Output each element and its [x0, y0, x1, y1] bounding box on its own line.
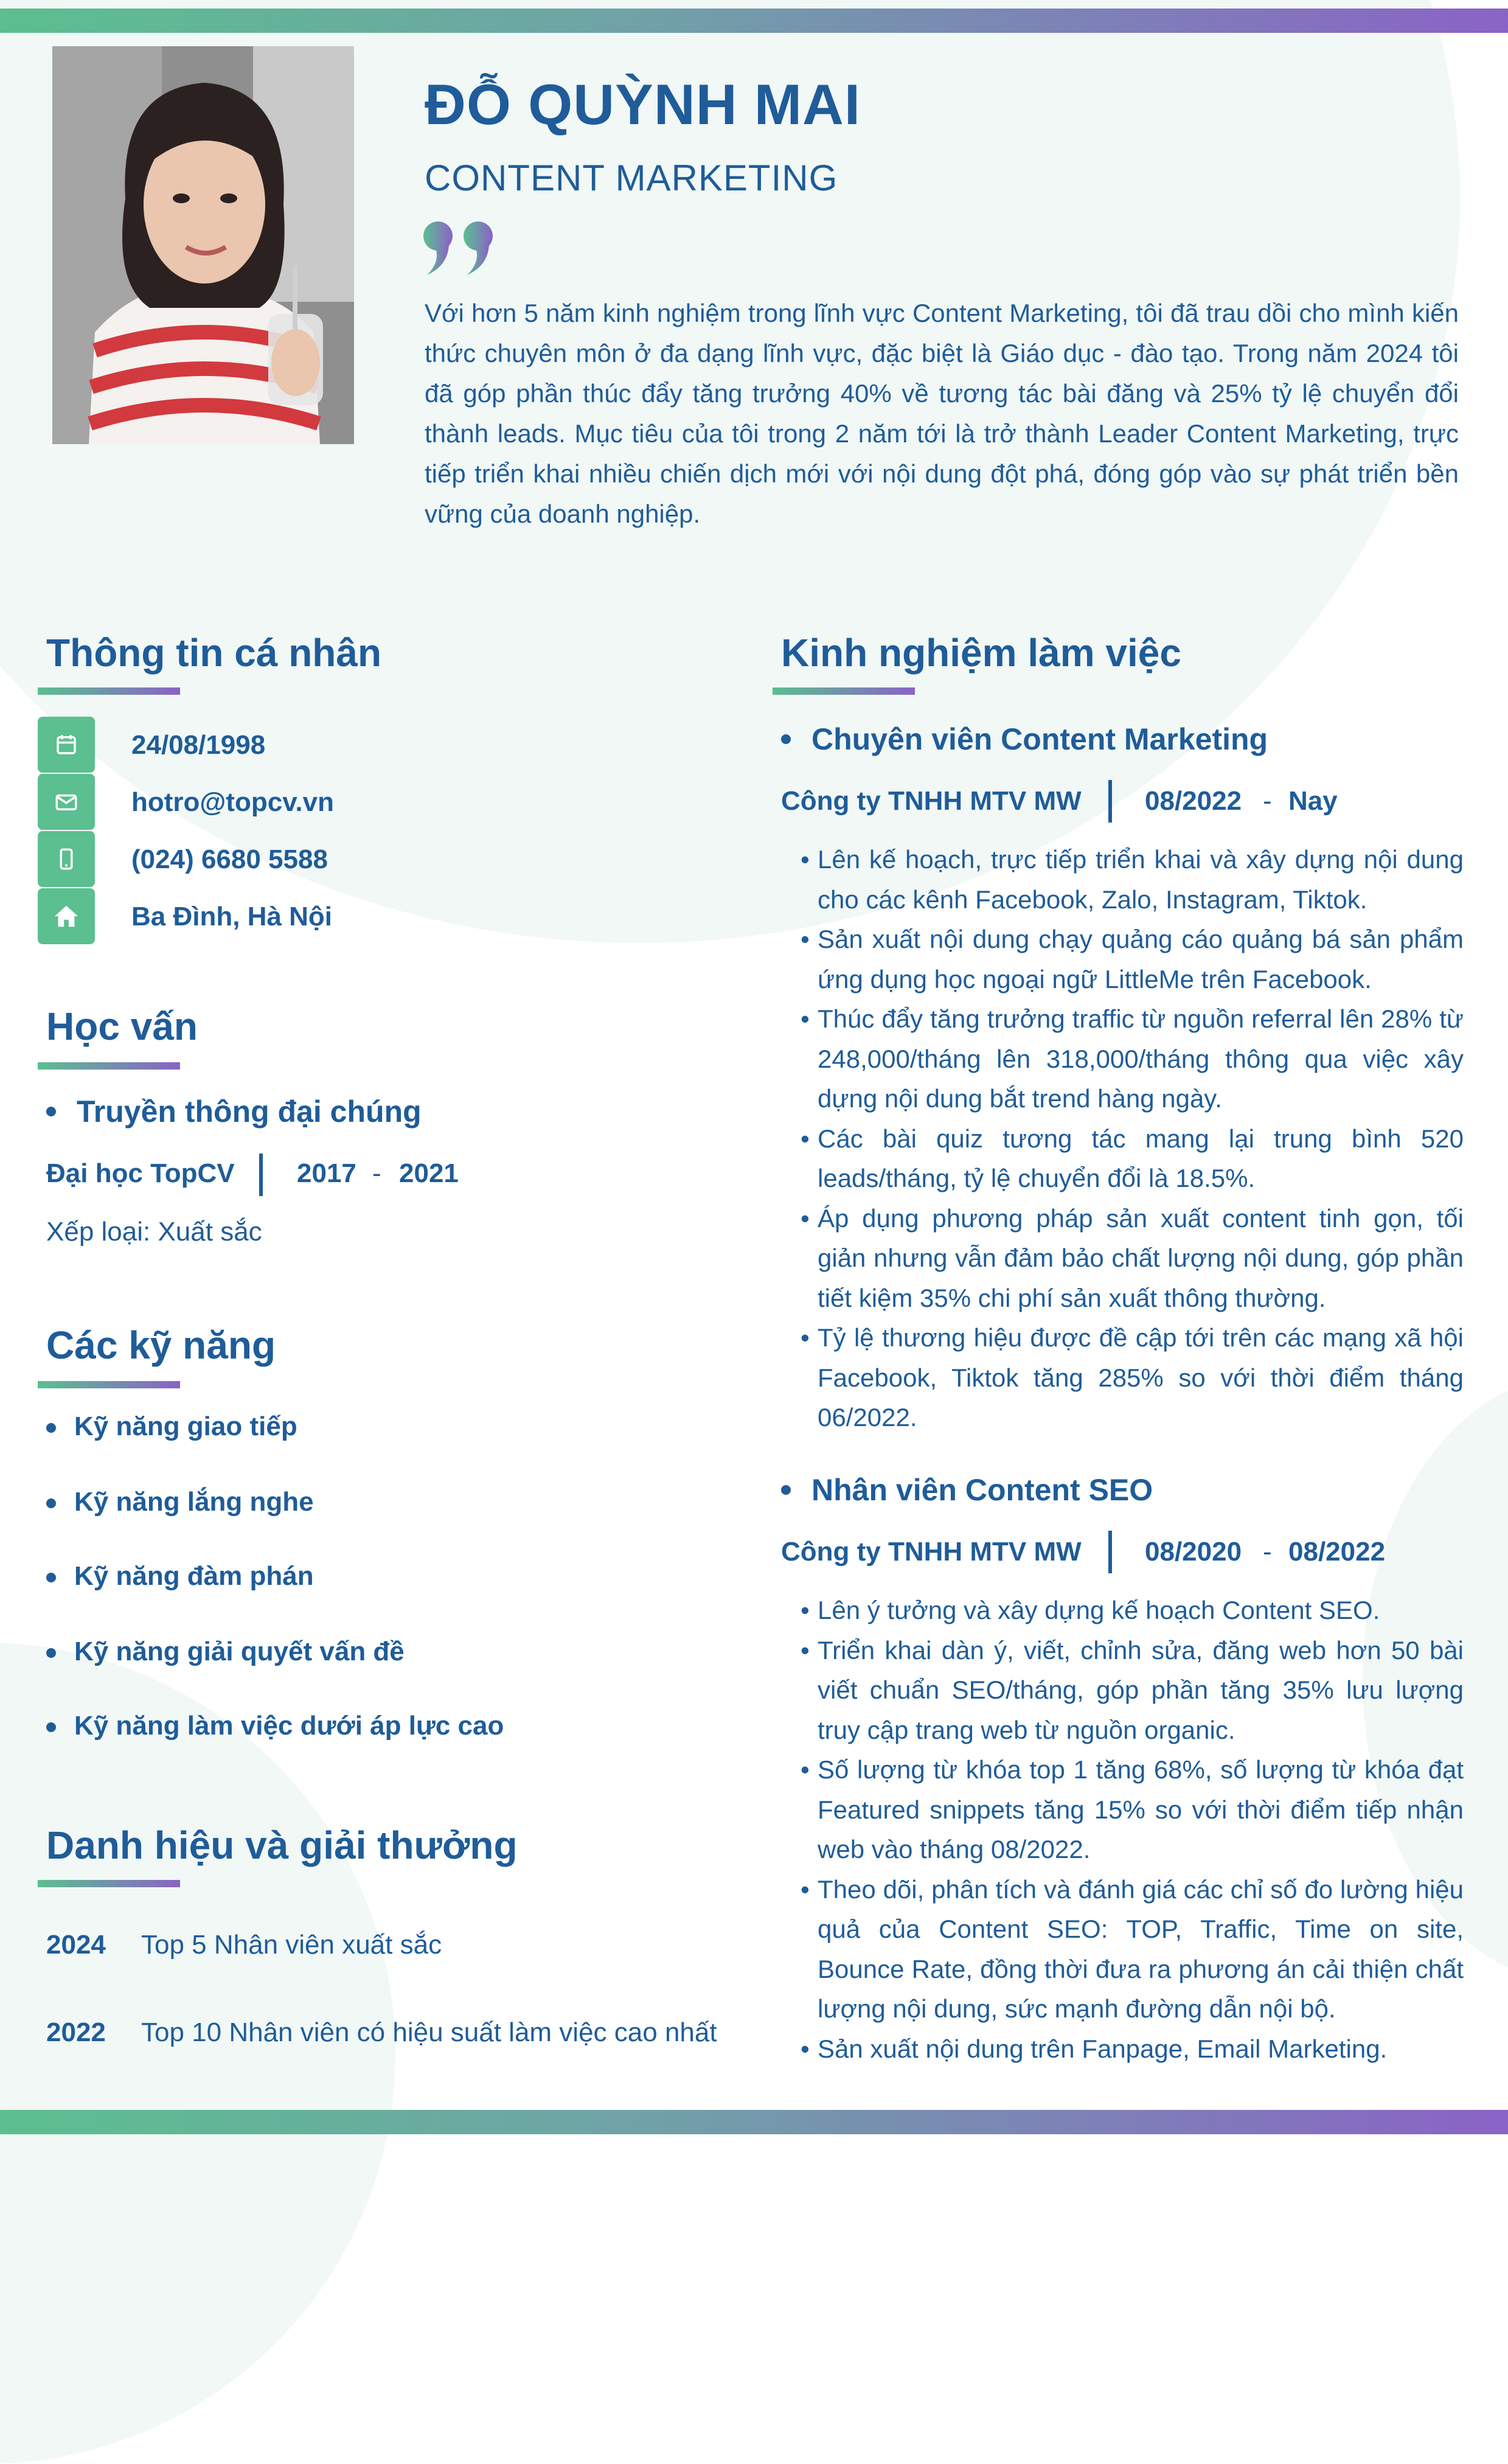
education-start: 2017 [297, 1158, 356, 1188]
job-end: 08/2022 [1288, 1537, 1386, 1567]
quote-icon [422, 219, 501, 280]
bullet-dot [46, 1498, 56, 1508]
duty-item: • Tỷ lệ thương hiệu được đề cập tới trên các mạng xã hội Facebook, Tiktok tăng 285% so với thời điểm tháng 06/2022. [802, 1318, 1464, 1438]
education-end: 2021 [399, 1158, 459, 1188]
skill-item [46, 1487, 314, 1517]
job-duties-list [802, 840, 1464, 1438]
experience-title: Kinh nghiệm làm việc [781, 631, 1181, 675]
education-major [46, 1094, 422, 1129]
award-text: Top 10 Nhân viên có hiệu suất làm việc cao nhất [141, 2017, 717, 2047]
duty-item: • Thúc đẩy tăng trưởng traffic từ nguồn referral lên 28% từ 248,000/tháng lên 318,000/tháng thông qua việc xây dựng nội dung bắt trend hàng ngày. [802, 999, 1464, 1119]
profile-photo [52, 46, 354, 444]
bullet-dot [46, 1648, 56, 1658]
job-position [781, 1472, 1153, 1508]
birthday-text: 24/08/1998 [131, 730, 266, 760]
duty-item: • Lên ý tưởng và xây dựng kế hoạch Content SEO. [802, 1590, 1464, 1630]
skill-item [46, 1411, 297, 1442]
duty-item: • Lên kế hoạch, trực tiếp triển khai và xây dựng nội dung cho các kênh Facebook, Zalo, Instagram, Tiktok. [802, 840, 1464, 919]
education-school: Đại học TopCV [46, 1158, 235, 1188]
address-text: Ba Đình, Hà Nội [131, 902, 333, 931]
phone-text: (024) 6680 5588 [131, 844, 328, 874]
phone-icon [38, 831, 95, 887]
job-start: 08/2022 [1145, 786, 1242, 816]
personal-info-underline [38, 687, 180, 695]
education-separator: - [372, 1158, 381, 1188]
duty-item: • Áp dụng phương pháp sản xuất content tinh gọn, tối giản nhưng vẫn đảm bảo chất lượng nội dung, góp phần tiết kiệm 35% chi phí sản xuất thông thường. [802, 1199, 1464, 1318]
skills-title: Các kỹ năng [46, 1323, 276, 1367]
duty-item: • Triển khai dàn ý, viết, chỉnh sửa, đăng web hơn 50 bài viết chuẩn SEO/tháng, góp phần tăng 35% lưu lượng truy cập trang web từ nguồn organic. [802, 1630, 1464, 1750]
skill-text: Kỹ năng đàm phán [74, 1561, 314, 1591]
education-underline [38, 1062, 180, 1070]
background-circle-bottom-left [0, 1643, 395, 2464]
skill-text: Kỹ năng giao tiếp [74, 1411, 297, 1441]
skill-text: Kỹ năng làm việc dưới áp lực cao [74, 1711, 504, 1741]
education-grade: Xếp loại: Xuất sắc [46, 1217, 262, 1247]
awards-underline [38, 1880, 180, 1887]
awards-title: Danh hiệu và giải thưởng [46, 1823, 518, 1867]
duty-item: • Số lượng từ khóa top 1 tăng 68%, số lượng từ khóa đạt Featured snippets tăng 15% so với thời điểm tiếp nhận web vào tháng 08/2022. [802, 1750, 1464, 1870]
education-divider [259, 1154, 263, 1196]
bullet-dot [46, 1423, 56, 1433]
bullet-dot [781, 1485, 791, 1495]
award-text: Top 5 Nhân viên xuất sắc [141, 1930, 442, 1960]
skill-text: Kỹ năng giải quyết vấn đề [74, 1637, 405, 1666]
skill-item [46, 1711, 504, 1741]
job-divider [1108, 780, 1112, 823]
calendar-icon [38, 717, 95, 773]
bullet-dot [46, 1107, 56, 1116]
duty-item: • Theo dõi, phân tích và đánh giá các chỉ số đo lường hiệu quả của Content SEO: TOP, Traffic, Time on site, Bounce Rate, đồng thời đưa ra phương án cải thiện chất lượng nội dung, sức mạnh đường dẫn nội bộ. [802, 1870, 1464, 2029]
skill-item [46, 1561, 314, 1592]
career-summary: Với hơn 5 năm kinh nghiệm trong lĩnh vực Content Marketing, tôi đã trau dồi cho mình kiến thức chuyên môn ở đa dạng lĩnh vực, đặc biệt là Giáo dục - đào tạo. Trong năm 2024 tôi đã góp phần thúc đẩy tăng trưởng 40% về tương tác bài đăng và 25% tỷ lệ chuyển đổi thành leads. Mục tiêu của tôi trong 2 năm tới là trở thành Leader Content Marketing, trực tiếp triển khai nhiều chiến dịch mới với nội dung đột phá, đóng góp vào sự phát triển bền vững của doanh nghiệp. [425, 299, 1459, 528]
education-major-text: Truyền thông đại chúng [77, 1095, 422, 1129]
skills-underline [38, 1381, 180, 1388]
contact-address [38, 888, 585, 944]
award-year: 2024 [46, 1930, 106, 1960]
top-gradient-bar [0, 9, 1508, 33]
personal-info-title: Thông tin cá nhân [46, 631, 382, 675]
mail-icon [38, 774, 95, 830]
bullet-dot [46, 1573, 56, 1582]
job-position-text: Nhân viên Content SEO [811, 1473, 1153, 1507]
email-text[interactable]: hotro@topcv.vn [131, 787, 334, 817]
duty-item: • Sản xuất nội dung chạy quảng cáo quảng bá sản phẩm ứng dụng học ngoại ngữ LittleMe trên Facebook. [802, 919, 1464, 999]
job-separator: - [1263, 786, 1272, 816]
contact-email [38, 774, 585, 830]
contact-phone [38, 831, 585, 887]
job-position-text: Chuyên viên Content Marketing [811, 722, 1268, 756]
bottom-gradient-bar [0, 2110, 1508, 2134]
job-company: Công ty TNHH MTV MW [781, 1537, 1082, 1567]
job-start: 08/2020 [1145, 1537, 1242, 1567]
education-title: Học vấn [46, 1004, 198, 1048]
job-position [781, 722, 1268, 757]
home-icon [38, 888, 95, 944]
job-end: Nay [1288, 786, 1338, 816]
duty-item: • Các bài quiz tương tác mang lại trung bình 520 leads/tháng, tỷ lệ chuyển đổi là 18.5%. [802, 1119, 1464, 1199]
candidate-role: CONTENT MARKETING [425, 158, 838, 198]
contact-birthday [38, 717, 585, 773]
job-duties-list [802, 1590, 1464, 2069]
bullet-dot [781, 734, 791, 744]
award-year: 2022 [46, 2017, 106, 2047]
experience-underline [773, 687, 915, 695]
bullet-dot [46, 1722, 56, 1732]
job-separator: - [1263, 1537, 1272, 1567]
job-divider [1108, 1531, 1112, 1573]
duty-item: • Sản xuất nội dung trên Fanpage, Email Marketing. [802, 2029, 1464, 2069]
skill-text: Kỹ năng lắng nghe [74, 1487, 314, 1517]
candidate-name: ĐỖ QUỲNH MAI [425, 72, 861, 136]
skill-item [46, 1637, 405, 1667]
job-company: Công ty TNHH MTV MW [781, 786, 1082, 816]
